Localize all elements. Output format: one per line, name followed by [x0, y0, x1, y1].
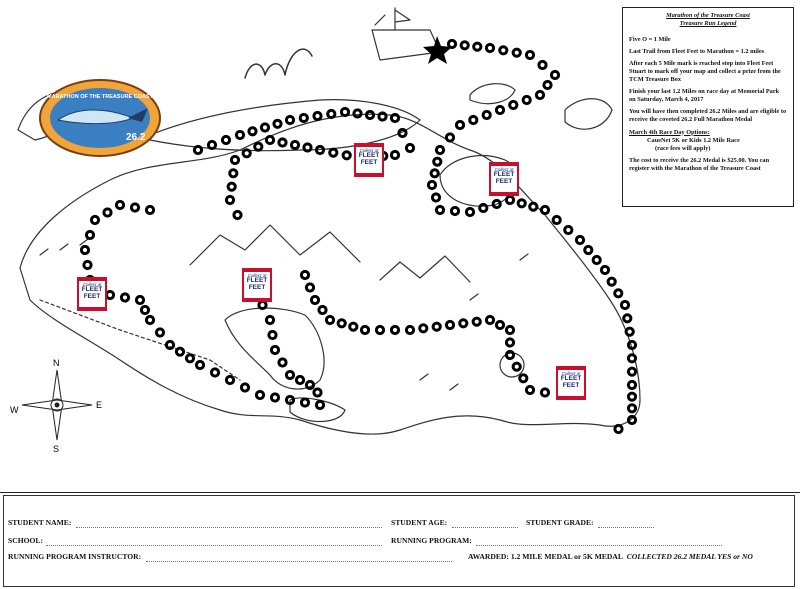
trail-dot: [84, 261, 91, 268]
trail-dot: [406, 144, 413, 151]
legend-option-note: (race fees will apply): [655, 144, 711, 152]
trail-dot: [301, 271, 308, 278]
running-program-label: RUNNING PROGRAM:: [391, 536, 472, 545]
trail-dot: [304, 144, 311, 151]
badge-collect: Collect at: [494, 167, 514, 172]
trail-dot: [626, 328, 633, 335]
trail-dot: [146, 206, 153, 213]
trail-dot: [306, 381, 313, 388]
trail-dot: [338, 320, 345, 327]
trail-dot: [506, 339, 513, 346]
trail-dot: [91, 216, 98, 223]
trail-dot: [553, 216, 560, 223]
badge-collect: Collect at: [82, 282, 102, 287]
trail-dot: [222, 136, 229, 143]
fleet-feet-badge: [242, 268, 272, 302]
trail-dot: [311, 296, 318, 303]
trail-dot: [274, 120, 281, 127]
trail-dot: [81, 246, 88, 253]
logo-number: 26.2: [126, 132, 146, 143]
trail-dot: [500, 47, 507, 54]
trail-dot: [541, 206, 548, 213]
trail-dot: [420, 325, 427, 332]
trail-dot: [379, 113, 386, 120]
compass-s: S: [53, 444, 60, 454]
trail-dot: [474, 43, 481, 50]
trail-dot: [194, 146, 201, 153]
compass-w: W: [10, 405, 19, 415]
trail-dot: [483, 111, 490, 118]
trail-dot: [186, 355, 193, 362]
trail-dot: [131, 204, 138, 211]
start-star: [423, 36, 452, 64]
trail-dot: [366, 111, 373, 118]
trail-dot: [296, 376, 303, 383]
trail-dot: [480, 204, 487, 211]
trail-dot: [286, 371, 293, 378]
trail-dot: [628, 381, 635, 388]
trail-dot: [506, 196, 513, 203]
trail-dot: [523, 96, 530, 103]
trail-dot: [228, 183, 235, 190]
collected-label: COLLECTED 26.2 MEDAL YES or NO: [626, 552, 753, 561]
student-form: [0, 492, 800, 589]
badge-collect: Collect at: [561, 371, 581, 376]
trail-dot: [306, 284, 313, 291]
trail-dot: [286, 116, 293, 123]
trail-dot: [624, 315, 631, 322]
trail-dot: [391, 151, 398, 158]
trail-dot: [328, 110, 335, 117]
trail-dot: [361, 326, 368, 333]
trail-dot: [226, 376, 233, 383]
fleet-feet-badge: [556, 366, 586, 400]
sea-serpent: [245, 49, 312, 78]
trail-dot: [226, 196, 233, 203]
trail-dot: [279, 359, 286, 366]
trail-dot: [496, 106, 503, 113]
badge-name2: FEET: [248, 283, 266, 291]
trail-dot: [326, 316, 333, 323]
student-grade-field[interactable]: [598, 527, 654, 528]
trail-dot: [628, 355, 635, 362]
trail-dot: [628, 405, 635, 412]
trail-dot: [434, 158, 441, 165]
trail-dot: [86, 231, 93, 238]
legend-line: After each 5 Mile mark is reached stop into Fleet Feet Stuart to mark off your map and collect a prize from the TCM Treasure Box: [629, 60, 781, 84]
trail-dot: [399, 129, 406, 136]
trail-dot: [470, 116, 477, 123]
legend-title: Marathon of the Treasure Coast: [666, 12, 750, 19]
trail-dot: [446, 134, 453, 141]
trail-dot: [436, 146, 443, 153]
fleet-feet-badge: [354, 143, 384, 177]
trail-dot: [330, 149, 337, 156]
trail-markers: [81, 40, 635, 432]
trail-dot: [243, 150, 250, 157]
trail-dot: [615, 425, 622, 432]
trail-dot: [236, 131, 243, 138]
student-age-label: STUDENT AGE:: [391, 518, 448, 527]
trail-dot: [565, 226, 572, 233]
student-age-field[interactable]: [452, 527, 518, 528]
trail-dot: [271, 346, 278, 353]
trail-dot: [343, 152, 350, 159]
trail-dot: [300, 114, 307, 121]
legend-option: CaueNet 5K or Kids 1.2 Mile Race: [647, 136, 740, 144]
trail-dot: [433, 323, 440, 330]
awarded-text: [468, 552, 753, 561]
trail-dot: [461, 42, 468, 49]
trail-dot: [391, 326, 398, 333]
trail-dot: [436, 206, 443, 213]
trail-dot: [428, 181, 435, 188]
trail-dot: [266, 136, 273, 143]
trail-dot: [208, 141, 215, 148]
trail-dot: [314, 389, 321, 396]
trail-dot: [448, 40, 455, 47]
badge-name1: FLEET: [493, 171, 515, 178]
trail-dot: [234, 211, 241, 218]
trail-dot: [628, 416, 635, 423]
badge-name2: FEET: [360, 158, 378, 166]
trail-dot: [319, 306, 326, 313]
trail-dot: [432, 194, 439, 201]
trail-dot: [526, 386, 533, 393]
school-label: SCHOOL:: [8, 536, 44, 545]
trail-dot: [376, 326, 383, 333]
student-name-label: STUDENT NAME:: [8, 518, 72, 527]
legend-options-title: March 4th Race Day Options:: [629, 128, 710, 136]
trail-dot: [316, 401, 323, 408]
reef-islet: [470, 84, 515, 104]
trail-dot: [176, 348, 183, 355]
trail-dot: [279, 139, 286, 146]
trail-dot: [576, 236, 583, 243]
trail-dot: [551, 71, 558, 78]
compass-rose: [22, 370, 92, 440]
school-field[interactable]: [46, 545, 382, 546]
trail-dot: [530, 203, 537, 210]
trail-dot: [585, 246, 592, 253]
trail-dot: [136, 296, 143, 303]
trail-dot: [513, 363, 520, 370]
trail-dot: [473, 318, 480, 325]
legend-line: Last Trail from Fleet Feet to Marathon = 1.2 miles: [629, 48, 765, 56]
badge-name2: FEET: [83, 292, 101, 300]
trail-dot: [269, 331, 276, 338]
badge-collect: Collect at: [359, 148, 379, 153]
trail-dot: [510, 101, 517, 108]
legend-subtitle: Treasure Run Legend: [679, 20, 737, 28]
trail-dot: [406, 326, 413, 333]
trail-dot: [446, 321, 453, 328]
trail-dot: [431, 170, 438, 177]
badge-name1: FLEET: [358, 152, 380, 159]
trail-dot: [520, 375, 527, 382]
trail-dot: [466, 208, 473, 215]
trail-dot: [271, 394, 278, 401]
trail-dot: [291, 141, 298, 148]
trail-dot: [486, 44, 493, 51]
badge-collect: Collect at: [247, 273, 267, 278]
trail-dot: [314, 112, 321, 119]
marathon-logo: [38, 78, 162, 158]
trail-dot: [255, 143, 262, 150]
trail-dot: [350, 323, 357, 330]
trail-dot: [486, 316, 493, 323]
trail-dot: [513, 49, 520, 56]
badge-name1: FLEET: [560, 375, 582, 382]
trail-dot: [608, 278, 615, 285]
coral-islet: [565, 99, 612, 129]
trail-dot: [518, 200, 525, 207]
trail-dot: [211, 369, 218, 376]
trail-dot: [341, 108, 348, 115]
instructor-field[interactable]: [146, 561, 452, 562]
trail-dot: [601, 266, 608, 273]
trail-dot: [621, 301, 628, 308]
trail-dot: [261, 124, 268, 131]
trail-dot: [354, 110, 361, 117]
mountains: [190, 225, 360, 265]
trail-dot: [456, 121, 463, 128]
fleet-feet-badge: [489, 162, 519, 196]
trail-dot: [544, 81, 551, 88]
compass-e: E: [96, 400, 103, 410]
trail-dot: [593, 256, 600, 263]
legend-line: You will have then completed 26.2 Miles and are eligible to receive the coveted 26.2 Full Marathon Medal: [629, 108, 787, 124]
trail-dot: [266, 316, 273, 323]
trail-dot: [541, 389, 548, 396]
trail-dot: [615, 290, 622, 297]
legend-line: Five O = 1 Mile: [629, 36, 671, 44]
trail-dot: [121, 294, 128, 301]
trail-dot: [460, 320, 467, 327]
trail-dot: [249, 128, 256, 135]
trail-dot: [156, 329, 163, 336]
badge-name1: FLEET: [246, 277, 268, 284]
trail-dot: [196, 361, 203, 368]
trail-dot: [146, 316, 153, 323]
fleet-feet-badge: [77, 277, 107, 311]
instructor-label: RUNNING PROGRAM INSTRUCTOR:: [8, 552, 142, 561]
badge-name1: FLEET: [81, 286, 103, 293]
trail-dot: [628, 393, 635, 400]
awarded-label: AWARDED: 1.2 MILE MEDAL or 5K MEDAL: [468, 552, 623, 561]
trail-dot: [539, 61, 546, 68]
trail-dot: [106, 291, 113, 298]
main-island: [20, 114, 640, 434]
trail-dot: [231, 156, 238, 163]
badge-name2: FEET: [562, 381, 580, 389]
trail-dot: [451, 207, 458, 214]
logo-text: MARATHON OF THE TREASURE COAST: [47, 94, 153, 100]
trail-dot: [241, 384, 248, 391]
trail-dot: [496, 321, 503, 328]
trail-dot: [391, 114, 398, 121]
trail-dot: [104, 209, 111, 216]
trail-dot: [628, 341, 635, 348]
trail-dot: [116, 201, 123, 208]
trail-dot: [628, 368, 635, 375]
trail-dot: [166, 341, 173, 348]
trail-dot: [301, 399, 308, 406]
badge-name2: FEET: [495, 177, 513, 185]
legend-box: [622, 7, 794, 207]
trail-dot: [141, 306, 148, 313]
compass-n: N: [53, 358, 60, 368]
student-grade-label: STUDENT GRADE:: [526, 518, 594, 527]
trail-dot: [259, 301, 266, 308]
running-program-field[interactable]: [476, 545, 722, 546]
legend-line: Finish your last 1.2 Miles on race day at Memorial Park on Saturday, March 4, 2017: [629, 88, 780, 104]
trail-dot: [526, 51, 533, 58]
trail-dot: [256, 391, 263, 398]
trail-dot: [506, 326, 513, 333]
trail-dot: [230, 170, 237, 177]
trail-dot: [536, 91, 543, 98]
legend-cost: The cost to receive the 26.2 Medal is $25.00. You can register with the Marathon of the Treasure Coast: [629, 156, 770, 172]
trail-dot: [506, 351, 513, 358]
student-name-field[interactable]: [76, 527, 382, 528]
